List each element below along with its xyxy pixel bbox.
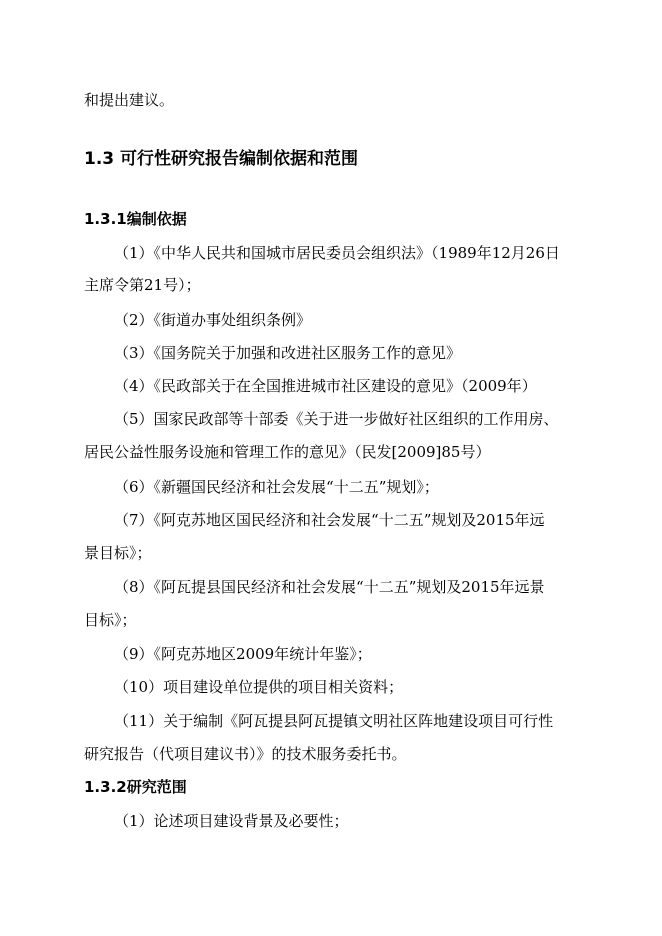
basis-item-8-line2: 目标》；	[84, 611, 137, 629]
basis-item-5-line2: 居民公益性服务设施和管理工作的意见》（民发[2009]85号）	[84, 443, 491, 461]
section-title: 1.3 可行性研究报告编制依据和范围	[84, 149, 359, 169]
basis-item-4: （4）《民政部关于在全国推进城市社区建设的意见》（2009年）	[114, 377, 537, 395]
basis-item-8-line1: （8）《阿瓦提县国民经济和社会发展“十二五”规划及2015年远景	[114, 578, 545, 596]
basis-item-9: （9）《阿克苏地区2009年统计年鉴》；	[114, 645, 372, 663]
scope-item-1: （1）论述项目建设背景及必要性；	[114, 812, 349, 830]
basis-item-5-line1: （5）国家民政部等十部委《关于进一步做好社区组织的工作用房、	[114, 410, 559, 428]
basis-item-10: （10）项目建设单位提供的项目相关资料；	[114, 678, 404, 696]
basis-item-7-line2: 景目标》；	[84, 544, 152, 562]
subsection-heading-scope: 1.3.2研究范围	[84, 778, 187, 796]
basis-item-6: （6）《新疆国民经济和社会发展“十二五”规划》；	[114, 478, 439, 496]
basis-item-3: （3）《国务院关于加强和改进社区服务工作的意见》	[114, 344, 462, 362]
basis-item-1-line2: 主席令第21号）；	[84, 276, 201, 294]
basis-item-7-line1: （7）《阿克苏地区国民经济和社会发展“十二五”规划及2015年远	[114, 511, 545, 529]
basis-item-1-line1: （1）《中华人民共和国城市居民委员会组织法》（1989年12月26日	[114, 244, 560, 262]
basis-item-11-line2: 研究报告（代项目建议书）》的技术服务委托书。	[84, 745, 407, 763]
basis-item-2: （2）《街道办事处组织条例》	[114, 311, 312, 329]
basis-item-11-line1: （11）关于编制《阿瓦提县阿瓦提镇文明社区阵地建设项目可行性	[114, 712, 554, 730]
continuation-text: 和提出建议。	[84, 91, 175, 109]
subsection-heading-basis: 1.3.1编制依据	[84, 210, 187, 228]
